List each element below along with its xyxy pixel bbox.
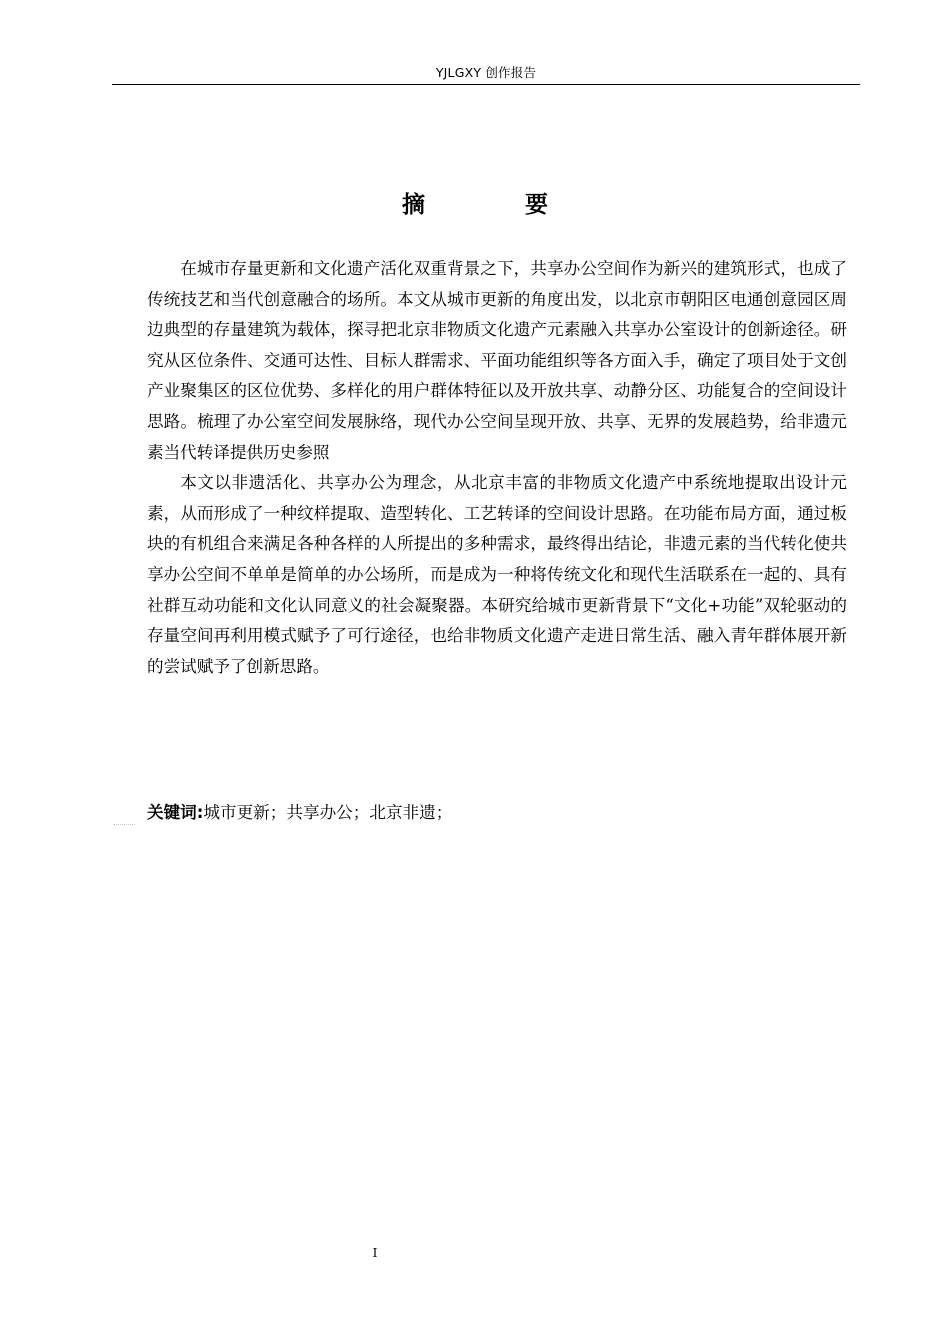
keywords-value: 城市更新；共享办公；北京非遗；	[203, 803, 453, 822]
header-text: YJLGXY 创作报告	[435, 65, 537, 80]
abstract-paragraph-1: 在城市存量更新和文化遗产活化双重背景之下，共享办公空间作为新兴的建筑形式，也成了传统技艺和当代创意融合的场所。本文从城市更新的角度出发，以北京市朝阳区电通创意园区周边典型的存量建筑为载体，探寻把北京非物质文化遗产元素融入共享办公室设计的创新途径。研究从区位条件、交通可达性、目标人群需求、平面功能组织等各方面入手，确定了项目处于文创产业聚集区的区位优势、多样化的用户群体特征以及开放共享、动静分区、功能复合的空间设计思路。梳理了办公室空间发展脉络，现代办公空间呈现开放、共享、无界的发展趋势，给非遗元素当代转译提供历史参照	[147, 259, 847, 462]
abstract-title: 摘 要	[401, 192, 594, 218]
keywords-line	[147, 798, 452, 828]
page-number: I	[372, 1246, 378, 1260]
abstract-body	[147, 254, 847, 682]
abstract-paragraph-2: 本文以非遗活化、共享办公为理念，从北京丰富的非物质文化遗产中系统地提取出设计元素，从而形成了一种纹样提取、造型转化、工艺转译的空间设计思路。在功能布局方面，通过板块的有机组合来满足各种各样的人所提出的多种需求，最终得出结论，非遗元素的当代转化使共享办公空间不单单是简单的办公场所，而是成为一种将传统文化和现代生活联系在一起的、具有社群互动功能和文化认同意义的社会凝聚器。本研究给城市更新背景下“文化+功能”双轮驱动的存量空间再利用模式赋予了可行途径，也给非物质文化遗产走进日常生活、融入青年群体展开新的尝试赋予了创新思路。	[147, 473, 847, 676]
page-header	[112, 62, 860, 85]
keywords-label: 关键词:	[147, 803, 204, 822]
margin-mark	[113, 824, 135, 825]
